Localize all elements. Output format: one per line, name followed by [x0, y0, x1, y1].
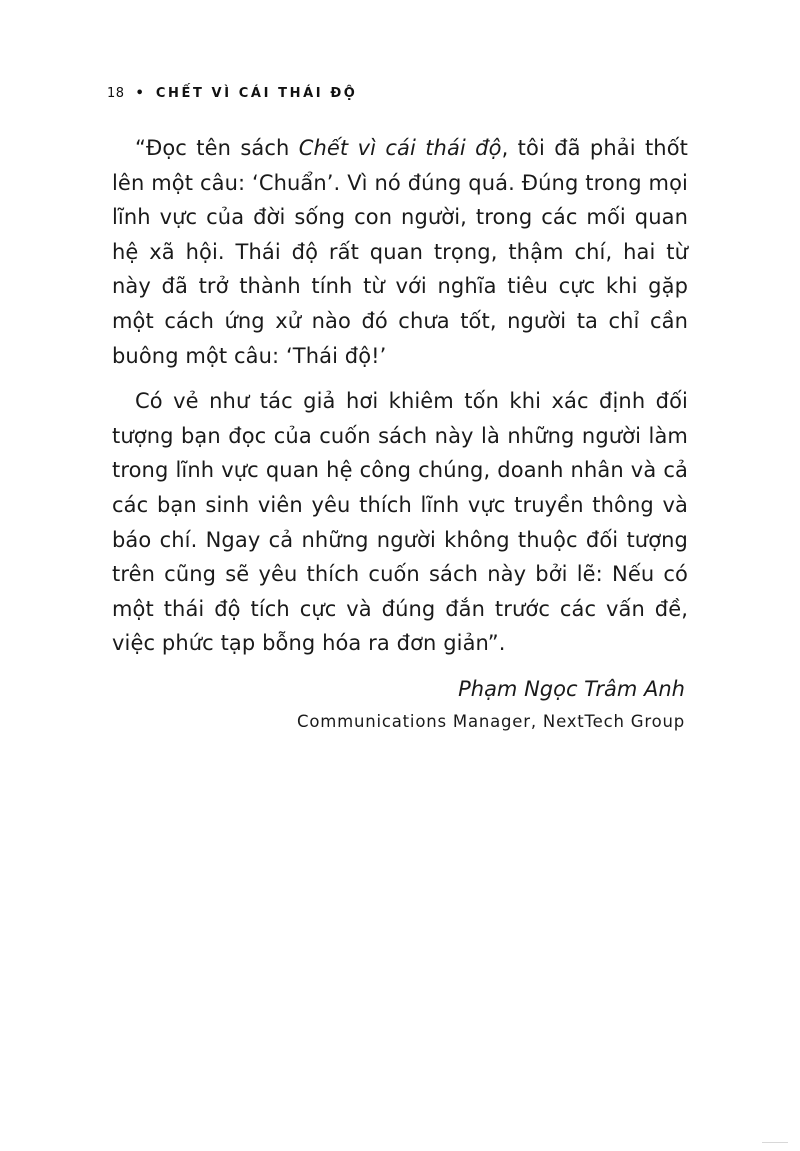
- header-separator: •: [135, 85, 144, 101]
- scan-edge-mark: [762, 1142, 788, 1143]
- quote-block: [112, 131, 688, 734]
- paragraph-1: [112, 131, 688, 373]
- paragraph-2: Có vẻ như tác giả hơi khiêm tốn khi xác định đối tượng bạn đọc của cuốn sách này là những người làm trong lĩnh vực quan hệ công chúng, doanh nhân và cả các bạn sinh viên yêu thích lĩnh vực truyền thông và báo chí. Ngay cả những người không thuộc đối tượng trên cũng sẽ yêu thích cuốn sách này bởi lẽ: Nếu có một thái độ tích cực và đúng đắn trước các vấn đề, việc phức tạp bỗng hóa ra đơn giản”.: [112, 389, 688, 656]
- paragraph-1-rest: , tôi đã phải thốt lên một câu: ‘Chuẩn’. Vì nó đúng quá. Đúng trong mọi lĩnh vực của đời sống con người, trong các mối quan hệ xã hội. Thái độ rất quan trọng, thậm chí, hai từ này đã trở thành tính từ với nghĩa tiêu cực khi gặp một cách ứng xử nào đó chưa tốt, người ta chỉ cần buông một câu: ‘Thái độ!’: [112, 136, 689, 368]
- running-title: CHẾT VÌ CÁI THÁI ĐỘ: [155, 85, 358, 101]
- page-number: 18: [107, 85, 125, 101]
- book-title-italic: Chết vì cái thái độ: [298, 136, 502, 160]
- author-role: Communications Manager, NextTech Group: [297, 711, 685, 731]
- paragraph-1-lead: “Đọc tên sách: [135, 136, 299, 160]
- running-header: [107, 82, 357, 104]
- author-name: Phạm Ngọc Trâm Anh: [458, 676, 685, 701]
